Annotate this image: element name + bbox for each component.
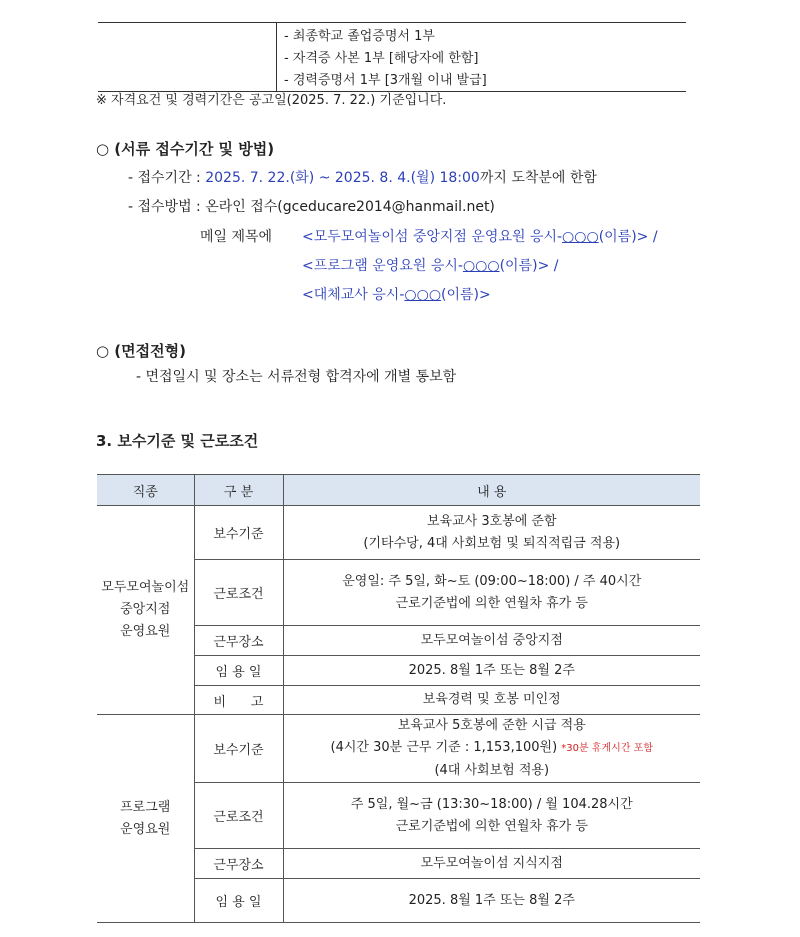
mail-title-label: 메일 제목에 [200,229,273,245]
content-cell: 2025. 8월 1주 또는 8월 2주 [283,879,700,923]
required-document-item: - 최종학교 졸업증명서 1부 [284,29,435,44]
subject-name-placeholder: ○○○ [404,287,442,303]
content-line: 근로기준법에 의한 연월차 휴가 등 [395,818,588,834]
header-category: 구 분 [194,475,283,506]
content-cell [283,783,700,849]
pay-conditions-table [97,474,700,923]
header-content: 내 용 [283,475,700,506]
submission-method [128,198,495,216]
period-suffix: 까지 도착분에 한함 [479,170,597,186]
period-label: - 접수기간 : [128,170,206,186]
subject-name-placeholder: ○○○ [562,229,599,245]
content-line: 주 5일, 월~금 (13:30~18:00) / 월 104.28시간 [350,796,633,812]
content-text: (4시간 30분 근무 기준 : 1,153,100원) [330,740,558,755]
content-line: 운영일: 주 5일, 화~토 (09:00~18:00) / 주 40시간 [342,573,642,589]
section-heading-docs: ○ (서류 접수기간 및 방법) [96,140,275,158]
section-heading-interview: ○ (면접전형) [96,342,186,360]
content-line: 보육교사 5호봉에 준한 시급 적용 [397,718,586,733]
content-line: 근로기준법에 의한 연월차 휴가 등 [395,595,588,611]
break-time-note: *30분 휴게시간 포함 [561,743,653,754]
content-line: (기타수당, 4대 사회보험 및 퇴직적립금 적용) [363,535,621,551]
job-type-cell [97,506,194,715]
category-cell: 보수기준 [194,715,283,783]
job-line: 운영요원 [120,624,171,639]
required-document-item: - 자격증 사본 1부 [해당자에 한함] [284,51,479,66]
job-line: 모두모여놀이섬 [101,580,190,595]
table-row [97,715,700,783]
table-divider [276,23,277,91]
content-cell [283,715,700,783]
mail-subject-2 [302,257,558,275]
period-value: 2025. 7. 22.(화) ~ 2025. 8. 4.(월) 18:00 [205,170,480,186]
category-cell: 근로조건 [194,560,283,626]
subject-prefix: <대체교사 응시- [302,287,405,303]
category-cell: 비 고 [194,686,283,715]
subject-suffix: (이름)> / [598,229,658,245]
section-heading-pay: 3. 보수기준 및 근로조건 [96,432,259,450]
content-cell: 모두모여놀이섬 중앙지점 [283,626,700,656]
subject-suffix: (이름)> / [499,258,559,274]
header-job: 직종 [97,475,194,506]
interview-text: - 면접일시 및 장소는 서류전형 합격자에 개별 통보함 [136,369,457,385]
method-label: - 접수방법 : 온라인 접수 [128,199,278,215]
table-row [97,506,700,560]
content-cell: 보육경력 및 호봉 미인정 [283,686,700,715]
mail-subject-3 [302,286,491,304]
subject-suffix: (이름)> [441,287,491,303]
category-cell: 임 용 일 [194,656,283,686]
job-line: 프로그램 [120,799,171,815]
required-document-item: - 경력증명서 1부 [3개월 이내 발급] [284,73,487,88]
subject-name-placeholder: ○○○ [462,258,500,274]
content-cell: 2025. 8월 1주 또는 8월 2주 [283,656,700,686]
job-line: 중앙지점 [120,602,171,617]
category-cell: 임 용 일 [194,879,283,923]
content-line: 보육교사 3호봉에 준함 [426,513,557,529]
content-cell [283,560,700,626]
method-email: (gceducare2014@hanmail.net) [277,199,495,215]
content-cell: 모두모여놀이섬 지식지점 [283,849,700,879]
submission-period [128,169,597,187]
mail-subject-1 [302,228,658,246]
category-cell: 보수기준 [194,506,283,560]
subject-prefix: <프로그램 운영요원 응시- [302,258,463,274]
job-line: 운영요원 [120,821,171,837]
content-line [284,737,701,760]
category-cell: 근로조건 [194,783,283,849]
category-cell: 근무장소 [194,849,283,879]
content-cell [283,506,700,560]
subject-prefix: <모두모여놀이섬 중앙지점 운영요원 응시- [302,229,563,245]
table-header-row [97,475,700,506]
job-type-cell [97,715,194,923]
criteria-note: ※ 자격요건 및 경력기간은 공고일(2025. 7. 22.) 기준입니다. [96,93,447,108]
content-line: (4대 사회보험 적용) [434,763,550,778]
requirements-table-fragment [98,22,686,92]
category-cell: 근무장소 [194,626,283,656]
